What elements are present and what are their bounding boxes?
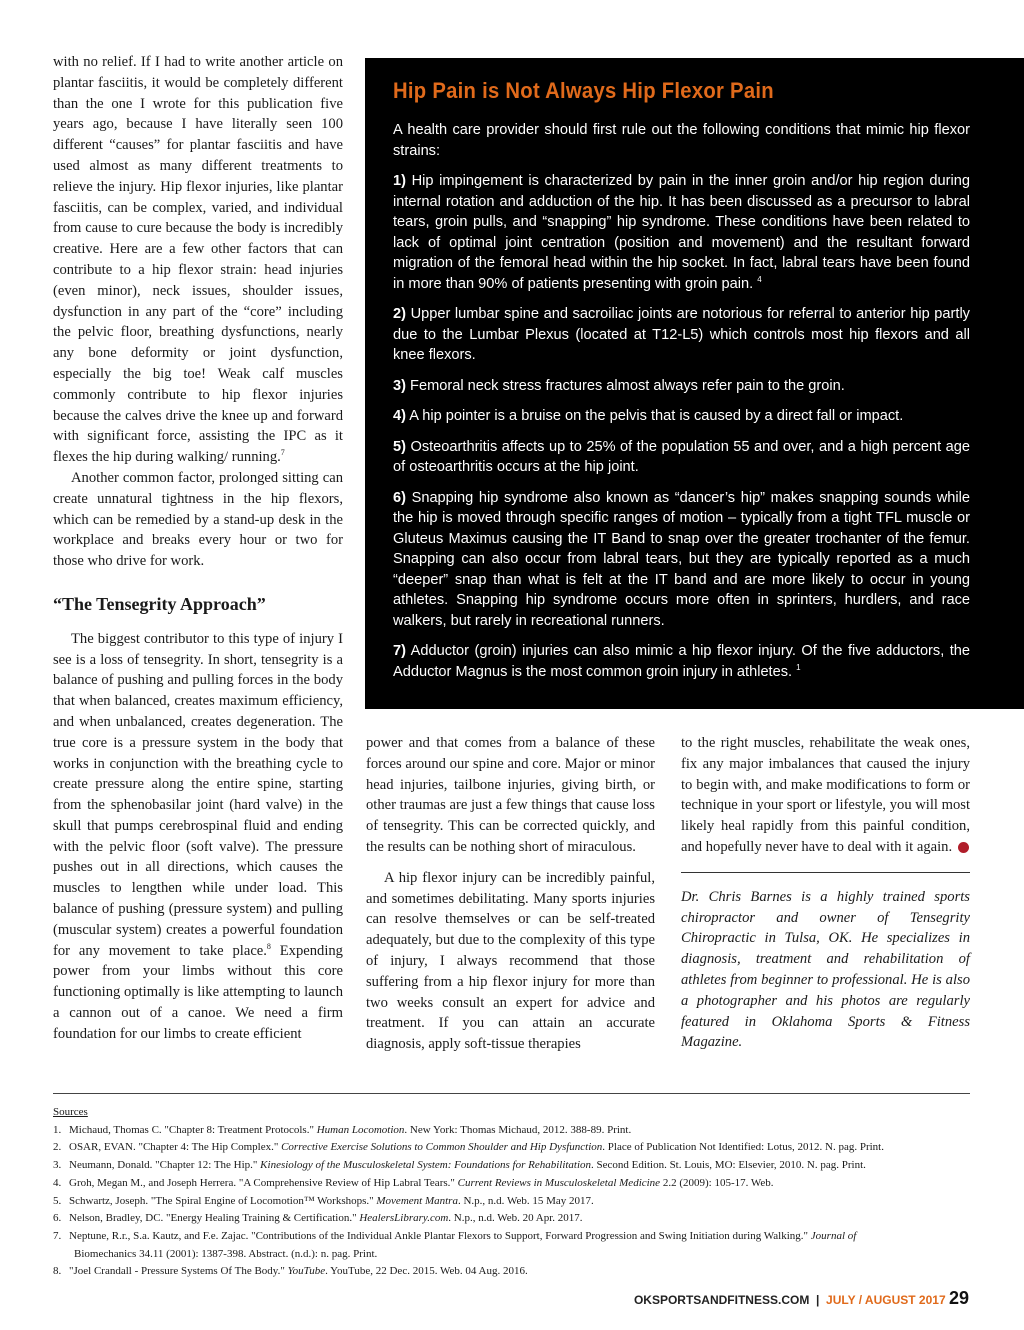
- page-number: 29: [948, 1288, 969, 1308]
- divider: [53, 1093, 970, 1094]
- sidebar-item-text: Upper lumbar spine and sacroiliac joints are notorious for referral to anterior hip partly due to the Lumbar Plexus (located at T12-L5) which controls most hip flexors and all knee flexors.: [393, 306, 970, 363]
- sidebar-item-text: A hip pointer is a bruise on the pelvis that is caused by a direct fall or impact.: [409, 408, 904, 424]
- source-item: [53, 1228, 973, 1246]
- sidebar-item-number: 2): [393, 306, 406, 322]
- source-title: Current Reviews in Musculoskeletal Medicine: [457, 1176, 661, 1189]
- source-title: Corrective Exercise Solutions to Common Shoulder and Hip Dysfunction: [281, 1141, 603, 1154]
- source-number: 3.: [53, 1159, 62, 1172]
- source-item: [53, 1263, 973, 1281]
- sidebar-item-text: Osteoarthritis affects up to 25% of the population 55 and over, and a high percent age of osteoarthritis occurs at the hip joint.: [393, 438, 970, 475]
- sidebar-item-number: 6): [393, 489, 406, 506]
- source-item: [53, 1193, 973, 1211]
- left-para-3: The biggest contributor to this type of injury I see is a loss of tensegrity. In short, tensegrity is a balance of pushing and pulling forces in the body that when balanced, creates maximum efficiency, and when unbalanced, creates degeneration. The true core is a pressure system in the body that works in conjunction with the breathing cycle to create pressure along the entire spine, starting from the sphenobasilar joint (hard valve) in the skull that pumps cerebrospinal fluid and ending with the pelvic floor (soft valve). The pressure pushes out in all directions, which causes the muscles to lengthen while under load. This balance of pushing (pressure system) and pulling (muscular system) creates a powerful foundation for any movement to take place.$^8$ Expending power from your limbs without this core functioning optimally is like attempting to launch a cannon out of a canoe. We need a firm foundation for our limbs to create efficient: [53, 630, 343, 1042]
- sidebar-item: [393, 304, 970, 366]
- source-number: 1.: [53, 1123, 62, 1136]
- sidebar-item-number: 3): [393, 377, 406, 394]
- divider: [681, 872, 970, 873]
- footer-separator: |: [815, 1293, 820, 1307]
- sidebar-item-number: 5): [393, 438, 406, 455]
- sources-list: [53, 1122, 973, 1281]
- source-details: . YouTube, 22 Dec. 2015. Web. 04 Aug. 2016.: [325, 1265, 528, 1278]
- middle-column: [366, 733, 655, 1055]
- ref-8: 8: [266, 941, 271, 951]
- source-details: . Second Edition. St. Louis, MO: Elsevier, 2010. N. pag. Print.: [591, 1159, 866, 1172]
- source-number: 5.: [53, 1194, 62, 1207]
- section-heading-tensegrity: “The Tensegrity Approach”: [53, 593, 266, 614]
- source-details: . Place of Publication Not Identified: Lotus, 2012. N. pag. Print.: [602, 1141, 884, 1154]
- middle-para-2: A hip flexor injury can be incredibly painful, and sometimes debilitating. Many sports injuries can resolve themselves or can be self-treated adequately, but due to the complexity of this type of injury, I always recommend that those suffering from a hip flexor injury for more than two weeks consult an expert for advice and treatment. If you can attain an accurate diagnosis, apply soft-tissue therapies: [366, 869, 655, 1053]
- source-number: 8.: [53, 1265, 62, 1278]
- end-mark-icon: [958, 842, 969, 853]
- left-para-2: Another common factor, prolonged sitting can create unnatural tightness in the hip flexors, which can be remedied by a stand-up desk in the workplace and breaks every hour or two for those who drive for work.: [53, 469, 343, 570]
- sidebar-box: [365, 58, 1024, 709]
- sidebar-item: [393, 641, 970, 682]
- source-title: Human Locomotion: [316, 1123, 405, 1136]
- source-title: YouTube: [287, 1265, 326, 1278]
- source-title: Journal of: [810, 1229, 857, 1242]
- source-details: 2.2 (2009): 105-17. Web.: [660, 1176, 774, 1189]
- sidebar-item-ref: 4: [757, 274, 762, 284]
- source-author: Neptune, R.r., S.a. Kautz, and F.e. Zajac. "Contributions of the Individual Ankle Plantar Flexors to Support, Forward Progression and Swing Initiation during Walking.": [69, 1229, 811, 1242]
- sidebar-item-number: 1): [393, 173, 406, 189]
- sidebar-item-number: 4): [393, 408, 406, 424]
- source-item: [53, 1157, 973, 1175]
- source-item: [53, 1139, 973, 1157]
- source-item-continuation: Biomechanics 34.11 (2001): 1387-398. Abstract. (n.d.): n. pag. Print.: [74, 1247, 378, 1260]
- source-title: HealersLibrary.com: [359, 1212, 449, 1225]
- sidebar-item-text: Femoral neck stress fractures almost always refer pain to the groin.: [410, 377, 845, 394]
- left-column: [53, 52, 343, 1045]
- sidebar-item-text: Snapping hip syndrome also known as “dancer’s hip” makes snapping sounds while the hip is moved through specific ranges of motion – typically from a tight TFL muscle or Gluteus Maximus causing the IT Band to snap over the greater trochanter of the femur. Snapping can also occur from labral tears, but they are typically reported as a much “deeper” snap than what is felt at the IT band and are more likely to occur in young athletes. Snapping hip syndrome occurs more often in sprinters, hurdlers, and race walkers, but rarely in recreational runners.: [393, 489, 970, 629]
- sidebar-item: [393, 437, 970, 478]
- sidebar-item: [393, 488, 970, 632]
- source-number: 6.: [53, 1212, 62, 1225]
- source-item: [53, 1210, 973, 1228]
- middle-para-1: power and that comes from a balance of these forces around our spine and core. Major or minor head injuries, tailbone injuries, giving birth, or other traumas are just a few things that cause loss of tensegrity. This can be corrected quickly, and the results can be nothing short of miraculous.: [366, 735, 655, 855]
- right-para-1: to the right muscles, rehabilitate the weak ones, fix any major imbalances that caused the injury to begin with, and make modifications to form or technique in your sport or lifestyle, you will most likely heal rapidly from this painful condition, and hopefully never have to deal with it again.: [681, 735, 970, 855]
- source-details: . N.p., n.d. Web. 20 Apr. 2017.: [448, 1212, 583, 1225]
- sidebar-item: [393, 171, 970, 294]
- source-number: 4.: [53, 1176, 62, 1189]
- source-author: Neumann, Donald. "Chapter 12: The Hip.": [69, 1159, 261, 1172]
- page-footer: [634, 1288, 969, 1309]
- left-para-1: with no relief. If I had to write another article on plantar fasciitis, it would be completely different than the one I wrote for this publication five years ago, because I have literally seen 100 different “causes” for plantar fasciitis and have used almost as many different treatments to relieve the injury. Hip flexor injuries, like plantar fasciitis, can be complex, varied, and individual from cause to cure because the body is incredibly creative. Here are a few other factors that can contribute to a hip flexor strain: head injuries (even minor), neck issues, shoulder issues, dysfunction in any part of the “core” including the pelvic floor, breathing dysfunctions, nearly any bone deformity or joint dysfunction, especially the big toe! Weak calf muscles commonly contribute to hip flexor injuries because the calves drive the knee up and forward with significant force, assisting the IPC as it flexes the hip during walking/ running.$^7$: [53, 54, 343, 466]
- source-author: "Joel Crandall - Pressure Systems Of The Body.": [69, 1265, 288, 1278]
- source-author: Schwartz, Joseph. "The Spiral Engine of Locomotion™ Workshops.": [69, 1194, 377, 1207]
- sidebar-item: [393, 376, 970, 397]
- source-author: Michaud, Thomas C. "Chapter 8: Treatment Protocols.": [69, 1123, 317, 1136]
- sidebar-item-text: Hip impingement is characterized by pain in the inner groin and/or hip region during internal rotation and adduction of the hip. It has been discussed as a precursor to labral tears, groin pulls, and “snapping” hip syndrome. These conditions have been related to lack of optimal joint centration (position and movement) and the resultant forward migration of the femoral head within the hip socket. In fact, labral tears have been found in more than 90% of patients presenting with groin pain.: [393, 173, 970, 292]
- sources-heading: Sources: [53, 1106, 88, 1118]
- sources-section: [53, 1104, 973, 1281]
- footer-issue: JULY / AUGUST 2017: [826, 1293, 946, 1307]
- source-title: Movement Mantra: [376, 1194, 458, 1207]
- sidebar-item-ref: 1: [796, 662, 801, 672]
- sidebar-item-number: 7): [393, 643, 406, 659]
- sidebar-item: [393, 406, 970, 427]
- source-details: . New York: Thomas Michaud, 2012. 388-89. Print.: [404, 1123, 632, 1136]
- author-bio: Dr. Chris Barnes is a highly trained sports chiropractor and owner of Tensegrity Chiropractic in Tulsa, OK. He specializes in diagnosis, treatment and rehabilitation of athletes from beginner to professional. He is also a photographer and his photos are regularly featured in Oklahoma Sports & Fitness Magazine.: [681, 888, 970, 1051]
- sidebar-item-text: Adductor (groin) injuries can also mimic a hip flexor injury. Of the five adductors, the Adductor Magnus is the most common groin injury in athletes.: [393, 643, 970, 680]
- source-number: 7.: [53, 1229, 62, 1242]
- sidebar-intro: A health care provider should first rule out the following conditions that mimic hip flexor strains:: [393, 122, 970, 159]
- ref-7: 7: [280, 448, 285, 458]
- source-title: Kinesiology of the Musculoskeletal System: Foundations for Rehabilitation: [260, 1159, 592, 1172]
- source-details: . N.p., n.d. Web. 15 May 2017.: [457, 1194, 594, 1207]
- source-author: OSAR, EVAN. "Chapter 4: The Hip Complex.": [69, 1141, 282, 1154]
- source-item: [53, 1175, 973, 1193]
- footer-site: OKSPORTSANDFITNESS.COM: [633, 1293, 810, 1307]
- source-author: Nelson, Bradley, DC. "Energy Healing Training & Certification.": [69, 1212, 360, 1225]
- source-author: Groh, Megan M., and Joseph Herrera. "A Comprehensive Review of Hip Labral Tears.": [69, 1176, 458, 1189]
- sidebar-list: [393, 171, 970, 682]
- sidebar-title: Hip Pain is Not Always Hip Flexor Pain: [393, 78, 774, 103]
- right-column: [681, 733, 970, 1053]
- source-number: 2.: [53, 1141, 62, 1154]
- source-item: [53, 1122, 973, 1140]
